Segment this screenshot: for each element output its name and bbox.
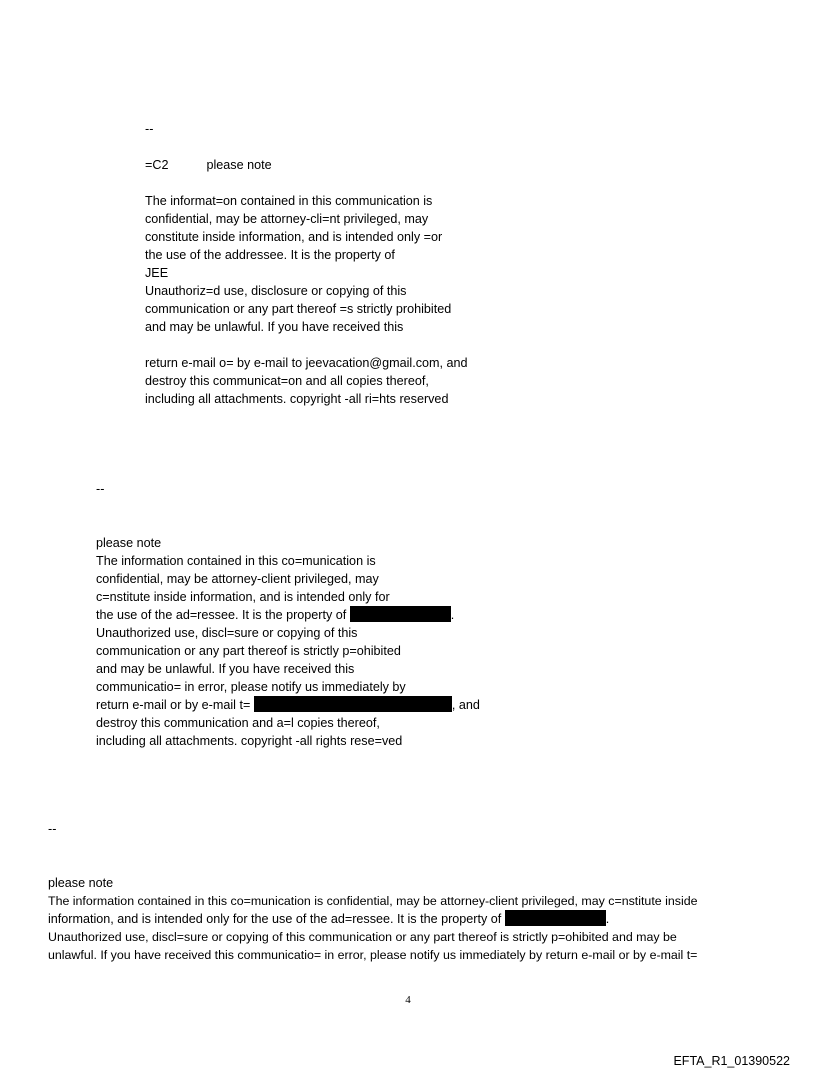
block2-line: The information contained in this co=munication is — [96, 554, 376, 568]
block2-line: communication or any part thereof is strictly p=ohibited — [96, 644, 401, 658]
block2-line: confidential, may be attorney-client privileged, may — [96, 572, 379, 586]
block3-line: unlawful. If you have received this communicatio= in error, please notify us immediately by return e-mail or by e-mail t= — [48, 948, 698, 962]
block3-line-text: information, and is intended only for the use of the ad=ressee. It is the property of — [48, 912, 502, 926]
block1-line: the use of the addressee. It is the property of — [145, 248, 395, 262]
block1-line: destroy this communicat=on and all copies thereof, — [145, 374, 429, 388]
separator-2: -- — [96, 482, 105, 496]
block2-line — [96, 606, 454, 624]
redaction-box — [350, 606, 451, 622]
block3-line-text: . — [605, 912, 610, 926]
note-header-1 — [145, 156, 272, 174]
block2-line-text: return e-mail or by e-mail t= — [96, 698, 251, 712]
block3-line — [48, 910, 609, 928]
block2-line: and may be unlawful. If you have received this — [96, 662, 355, 676]
block2-line-text: , and — [451, 698, 480, 712]
redaction-box — [505, 910, 606, 926]
block2-line: including all attachments. copyright -all rights rese=ved — [96, 734, 403, 748]
separator-1: -- — [145, 122, 154, 136]
block2-line — [96, 696, 480, 714]
block1-line: constitute inside information, and is intended only =or — [145, 230, 443, 244]
document-id: EFTA_R1_01390522 — [673, 1054, 790, 1068]
page-number: 4 — [405, 994, 411, 1006]
block1-line: and may be unlawful. If you have received this — [145, 320, 404, 334]
block1-line: including all attachments. copyright -all ri=hts reserved — [145, 392, 449, 406]
note-label-1: please note — [206, 158, 272, 172]
block2-line: c=nstitute inside information, and is intended only for — [96, 590, 390, 604]
separator-3: -- — [48, 822, 57, 836]
block1-line: confidential, may be attorney-cli=nt privileged, may — [145, 212, 429, 226]
block2-line-text: . — [450, 608, 455, 622]
redaction-box — [254, 696, 452, 712]
block2-line: communicatio= in error, please notify us immediately by — [96, 680, 406, 694]
note-code: =C2 — [145, 158, 169, 172]
block1-line: return e-mail o= by e-mail to jeevacation@gmail.com, and — [145, 356, 468, 370]
block3-line: The information contained in this co=munication is confidential, may be attorney-client privileged, may c=nstitute inside — [48, 894, 698, 908]
block1-line: Unauthoriz=d use, disclosure or copying of this — [145, 284, 407, 298]
block2-line-text: the use of the ad=ressee. It is the property of — [96, 608, 347, 622]
block1-line: The informat=on contained in this communication is — [145, 194, 433, 208]
block1-line: JEE — [145, 266, 169, 280]
block3-line: Unauthorized use, discl=sure or copying of this communication or any part thereof is strictly p=ohibited and may be — [48, 930, 677, 944]
note-label-2: please note — [96, 536, 162, 550]
block2-line: destroy this communication and a=l copies thereof, — [96, 716, 380, 730]
note-label-3: please note — [48, 876, 114, 890]
block2-line: Unauthorized use, discl=sure or copying of this — [96, 626, 358, 640]
block1-line: communication or any part thereof =s strictly prohibited — [145, 302, 452, 316]
